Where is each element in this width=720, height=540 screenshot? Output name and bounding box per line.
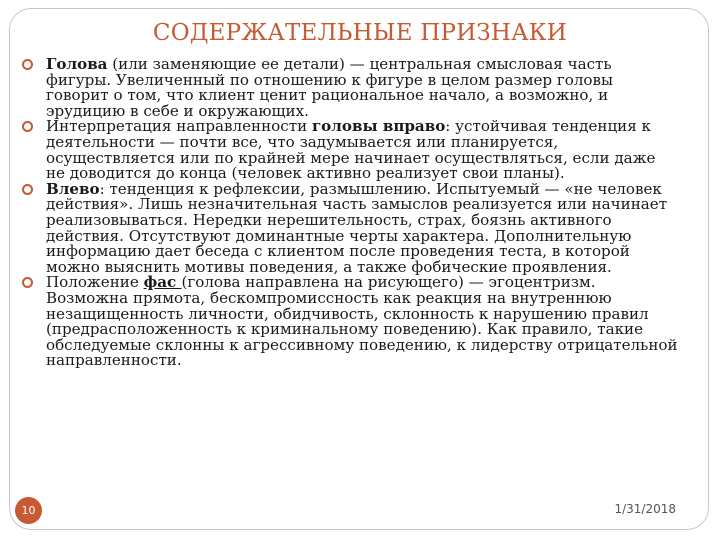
bold-term: Влево: [46, 179, 100, 198]
bold-term: Голова: [46, 55, 108, 73]
bullet-list: [46, 57, 678, 369]
bullet-icon: [22, 59, 33, 70]
list-item: [46, 275, 678, 369]
item-text: : тенденция к рефлексии, размышлению. Испытуемый — «не человек действия». Лишь незначительная часть замыслов реализуется или начинает реализовываться. Нередки нерешительность, страх, боязнь активного действия. Отсутствуют доминантные черты характера. Дополнительную информацию дает беседа с клиентом после проведения теста, в которой можно выяснить мотивы поведения, а также фобические проявления.: [46, 179, 668, 276]
page-number-badge: 10: [15, 497, 42, 524]
bold-term: фас: [143, 273, 182, 292]
item-text: Интерпретация направленности: [46, 117, 312, 136]
slide-date: 1/31/2018: [614, 502, 676, 516]
item-text: (голова направлена на рисующего) — эгоцентризм. Возможна прямота, бескомпромиссность как реакция на внутреннюю незащищенность личности, обидчивость, склонность к нарушению правил (предрасположенность к криминальному поведению). Как правило, такие обследуемые склонны к агрессивному поведению, к лидерству отрицательной направленности.: [46, 273, 678, 370]
slide-title: СОДЕРЖАТЕЛЬНЫЕ ПРИЗНАКИ: [152, 20, 568, 46]
bold-term: головы вправо: [311, 117, 446, 136]
item-text: (или заменяющие ее детали) — центральная смысловая часть фигуры. Увеличенный по отношению к фигуре в целом размер головы говорит о том, что клиент ценит рациональное начало, а возможно, и эрудицию в себе и окружающих.: [46, 55, 614, 120]
list-item: [46, 57, 678, 119]
item-text: : устойчивая тенденция к деятельности — почти все, что задумывается или планируется, осуществляется или по крайней мере начинает осуществляться, если даже не доводится до конца (человек активно реализует свои планы).: [46, 117, 656, 183]
bullet-icon: [22, 184, 33, 195]
list-item: [46, 119, 678, 181]
list-item: [46, 179, 678, 276]
item-text: Положение: [46, 273, 144, 292]
